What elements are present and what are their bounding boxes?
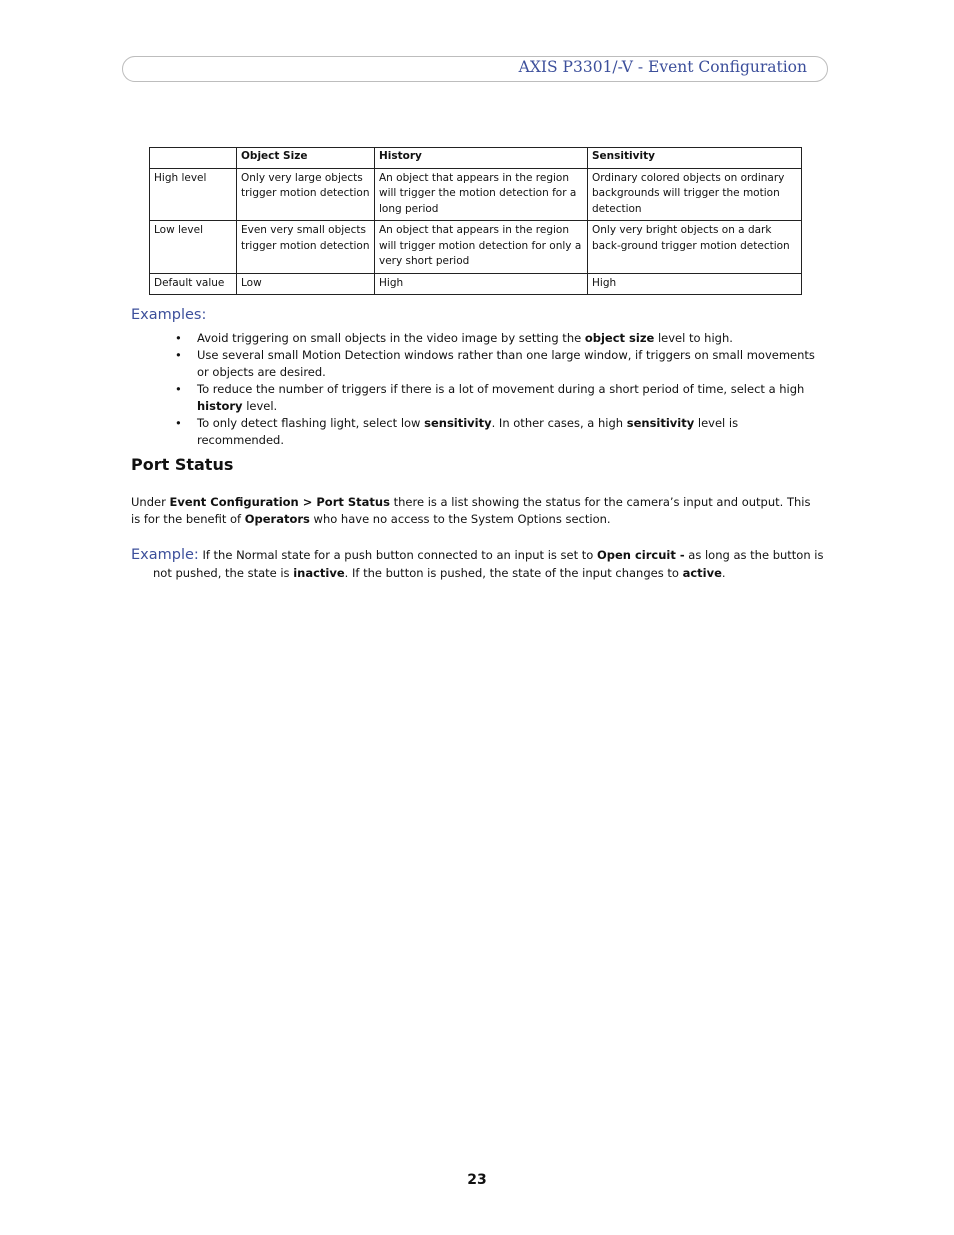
- page-number: 23: [467, 1172, 487, 1188]
- port-status-paragraph: Under Event Configuration > Port Status there is a list showing the status for the camera’s input and output. This is for the benefit of Operators who have no access to the System Options section.: [131, 495, 811, 526]
- table-cell: Only very large objects trigger motion detection: [237, 168, 375, 221]
- table-cell: Ordinary colored objects on ordinary backgrounds will trigger the motion detection: [588, 168, 802, 221]
- list-item: • Use several small Motion Detection windows rather than one large window, if triggers on small movements or objects are desired.: [175, 347, 825, 381]
- motion-detection-parameters-table: [149, 147, 802, 295]
- table-cell: Even very small objects trigger motion detection: [237, 221, 375, 274]
- port-status-example: Example: If the Normal state for a push button connected to an input is set to Open circuit - as long as the button is not pushed, the state is inactive. If the button is pushed, the state of the input changes to active.: [131, 547, 824, 580]
- row-label: Low level: [150, 221, 237, 274]
- example-label: Example:: [131, 547, 199, 563]
- table-row: [150, 273, 802, 295]
- row-label: High level: [150, 168, 237, 221]
- examples-list: [175, 330, 825, 449]
- list-item: • To only detect flashing light, select low sensitivity. In other cases, a high sensitivity level is recommended.: [175, 415, 825, 449]
- table-header-row: [150, 148, 802, 169]
- column-header: [150, 148, 237, 169]
- list-item: • Avoid triggering on small objects in the video image by setting the object size level to high.: [175, 330, 825, 347]
- table-row: [150, 168, 802, 221]
- table-row: [150, 221, 802, 274]
- table-cell: Only very bright objects on a dark back-ground trigger motion detection: [588, 221, 802, 274]
- table-cell: High: [588, 273, 802, 295]
- list-item: • To reduce the number of triggers if there is a lot of movement during a short period of time, select a high history level.: [175, 381, 825, 415]
- table-cell: High: [375, 273, 588, 295]
- table-cell: Low: [237, 273, 375, 295]
- page-header: [122, 56, 828, 82]
- header-title: AXIS P3301/-V - Event Configuration: [518, 58, 807, 76]
- table-cell: An object that appears in the region will trigger motion detection for only a very short period: [375, 221, 588, 274]
- row-label: Default value: [150, 273, 237, 295]
- examples-heading: Examples:: [131, 307, 207, 323]
- column-header-history: History: [375, 148, 588, 169]
- section-title-port-status: Port Status: [131, 455, 234, 474]
- column-header-object-size: Object Size: [237, 148, 375, 169]
- column-header-sensitivity: Sensitivity: [588, 148, 802, 169]
- table-cell: An object that appears in the region will trigger the motion detection for a long period: [375, 168, 588, 221]
